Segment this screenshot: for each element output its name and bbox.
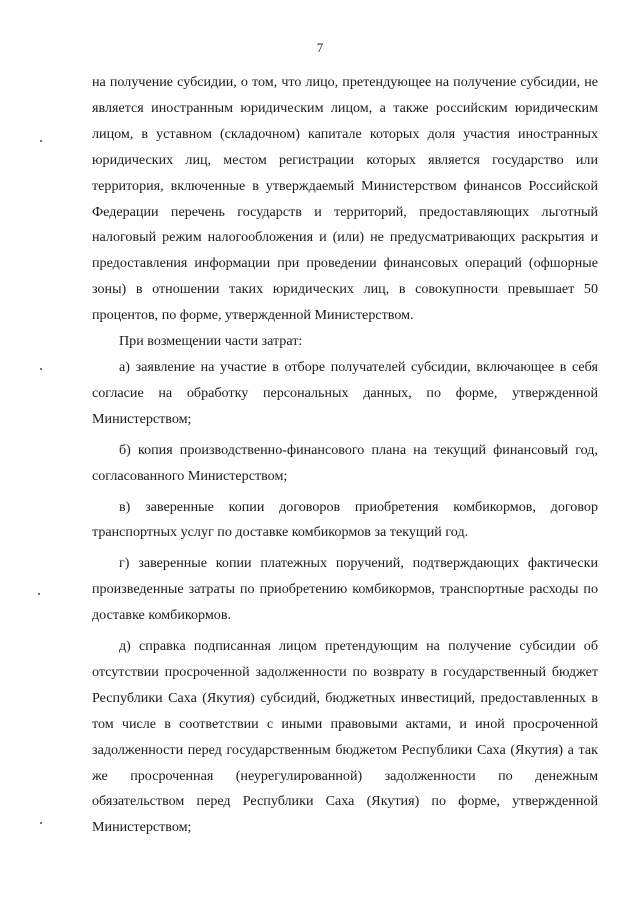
scan-mark xyxy=(40,140,42,142)
scan-mark xyxy=(38,593,40,595)
scan-mark xyxy=(40,822,42,824)
list-item-v: в) заверенные копии договоров приобретения комбикормов, договор транспортных услуг по доставке комбикормов за текущий год. xyxy=(92,498,598,541)
scan-mark xyxy=(40,368,42,370)
list-item-b: б) копия производственно-финансового плана на текущий финансовый год, согласованного Министерством; xyxy=(92,441,598,484)
paragraph-continuation: на получение субсидии, о том, что лицо, претендующее на получение субсидии, не является иностранным юридическим лицом, а также российским юридическим лицом, в уставном (складочном) капитале которых доля участия иностранных юридических лиц, местом регистрации которых является государство или территория, включенные в утверждаемый Министерством финансов Российской Федерации перечень государств и территорий, предоставляющих льготный налоговый режим налогообложения и (или) не предусматривающих раскрытия и предоставления информации при проведении финансовых операций (офшорные зоны) в отношении таких юридических лиц, в совокупности превышает 50 процентов, по форме, утвержденной Министерством. xyxy=(92,74,598,324)
page-number: 7 xyxy=(316,40,324,55)
list-item-d: д) справка подписанная лицом претендующим на получение субсидии об отсутствии просроченной задолженности по возврату в государственный бюджет Республики Саха (Якутия) субсидий, бюджетных инвестиций, предоставленных в том числе в соответствии с иными правовыми актами, и иной просроченной задолженности перед государственным бюджетом Республики Саха (Якутия) а так же просроченная (неурегулированной) задолженности по денежным обязательством перед Республики Саха (Якутия) по форме, утвержденной Министерством; xyxy=(92,638,598,836)
document-body xyxy=(92,70,598,841)
list-item-g: г) заверенные копии платежных поручений, подтверждающих фактически произведенные затраты по приобретению комбикормов, транспортные расходы по доставке комбикормов. xyxy=(92,555,598,624)
list-item-a: а) заявление на участие в отборе получателей субсидии, включающее в себя согласие на обработку персональных данных, по форме, утвержденной Министерством; xyxy=(92,358,598,427)
paragraph-intro: При возмещении части затрат: xyxy=(119,333,303,350)
